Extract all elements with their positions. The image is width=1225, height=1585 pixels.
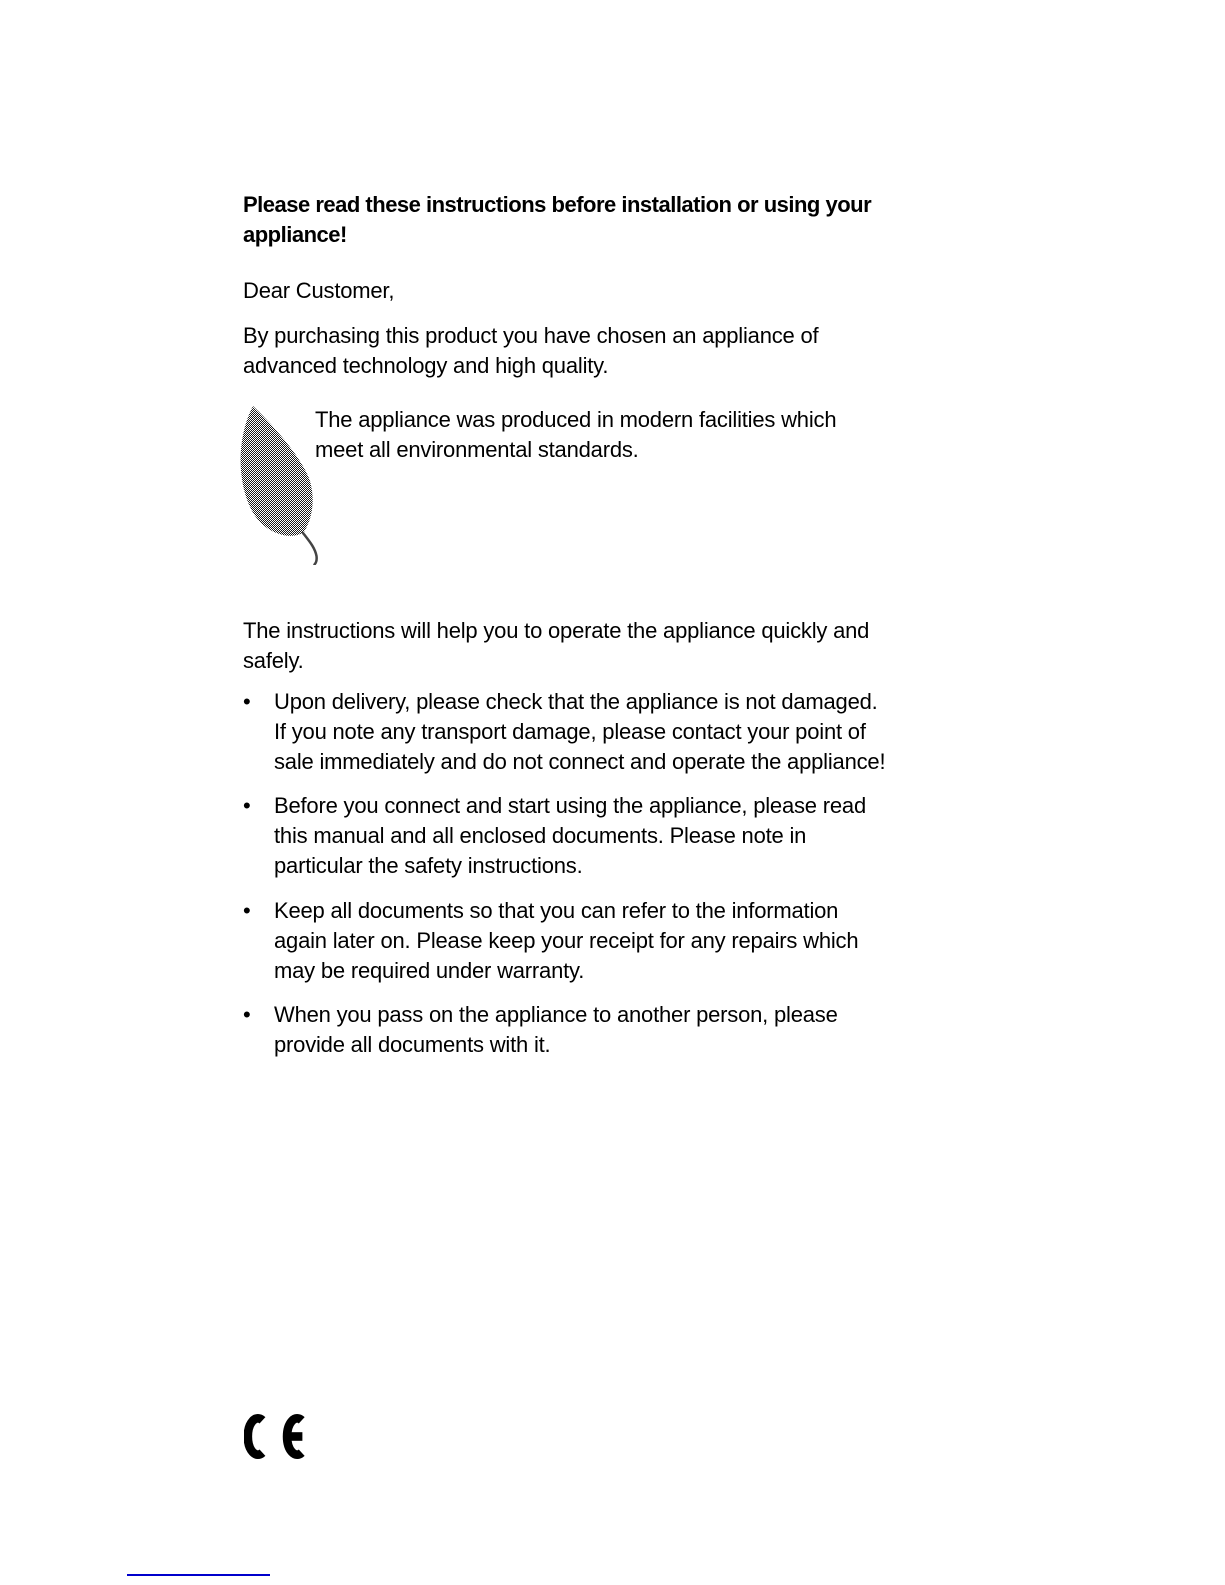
bullet-line: If you note any transport damage, please contact your point of bbox=[274, 719, 866, 744]
help-note bbox=[243, 616, 1013, 676]
footer-link-underline bbox=[127, 1574, 270, 1576]
paragraph-line: The appliance was produced in modern facilities which bbox=[315, 407, 837, 432]
bullet-item bbox=[243, 1000, 1013, 1060]
salutation: Dear Customer, bbox=[243, 278, 395, 303]
bullet-text bbox=[274, 791, 866, 881]
bullet-line: again later on. Please keep your receipt for any repairs which bbox=[274, 928, 859, 953]
bullet-line: Upon delivery, please check that the appliance is not damaged. bbox=[274, 689, 878, 714]
bullet-text bbox=[274, 1000, 838, 1060]
paragraph-line: The instructions will help you to operate the appliance quickly and bbox=[243, 618, 870, 643]
ce-mark-icon bbox=[244, 1413, 311, 1460]
bullet-item bbox=[243, 687, 1013, 777]
bullet-line: When you pass on the appliance to another person, please bbox=[274, 1002, 838, 1027]
bullet-text bbox=[274, 896, 858, 986]
bullet-marker: • bbox=[243, 898, 251, 923]
paragraph-line: safely. bbox=[243, 648, 304, 673]
bullet-line: this manual and all enclosed documents. Please note in bbox=[274, 823, 807, 848]
bullet-marker: • bbox=[243, 1002, 251, 1027]
paragraph-line: advanced technology and high quality. bbox=[243, 353, 609, 378]
bullet-line: particular the safety instructions. bbox=[274, 853, 583, 878]
bullet-line: Keep all documents so that you can refer to the information bbox=[274, 898, 839, 923]
page-title bbox=[243, 190, 1013, 250]
page-title-line: Please read these instructions before installation or using your bbox=[243, 192, 872, 217]
bullet-line: may be required under warranty. bbox=[274, 958, 585, 983]
intro-paragraph bbox=[243, 321, 1013, 381]
bullet-item bbox=[243, 791, 1013, 881]
page-title-line: appliance! bbox=[243, 222, 347, 247]
bullet-text bbox=[274, 687, 885, 777]
paragraph-line: meet all environmental standards. bbox=[315, 437, 639, 462]
bullet-line: sale immediately and do not connect and operate the appliance! bbox=[274, 749, 886, 774]
bullet-item bbox=[243, 896, 1013, 986]
paragraph-line: By purchasing this product you have chosen an appliance of bbox=[243, 323, 819, 348]
bullet-line: provide all documents with it. bbox=[274, 1032, 551, 1057]
eco-note bbox=[315, 405, 975, 465]
bullet-line: Before you connect and start using the appliance, please read bbox=[274, 793, 866, 818]
bullet-marker: • bbox=[243, 793, 251, 818]
bullet-marker: • bbox=[243, 689, 251, 714]
leaf-icon bbox=[240, 405, 322, 565]
